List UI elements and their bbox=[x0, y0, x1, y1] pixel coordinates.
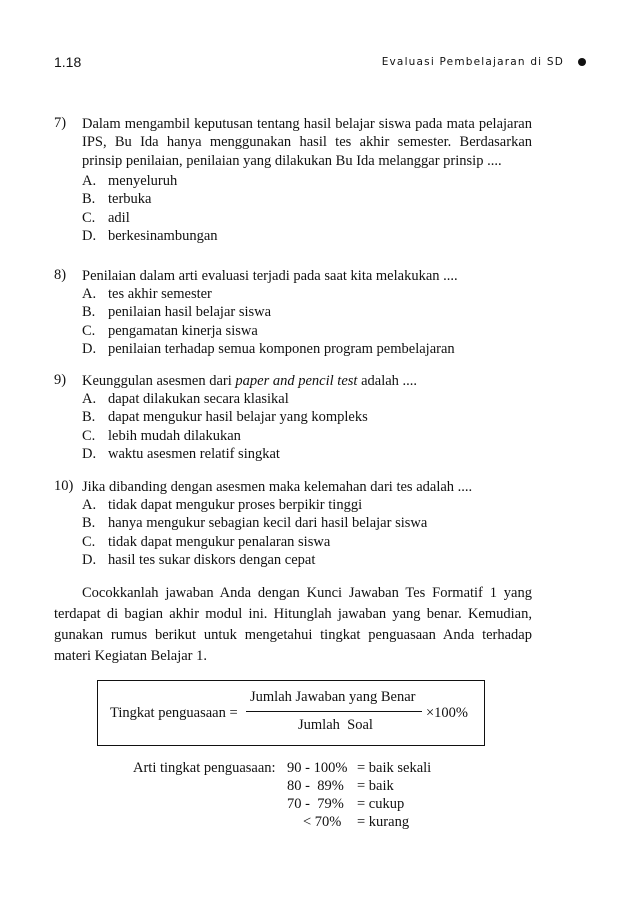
question-number: 8) bbox=[54, 267, 67, 283]
scale-meaning: = kurang bbox=[357, 814, 410, 830]
option-letter: B. bbox=[82, 304, 96, 321]
option-c bbox=[82, 427, 532, 445]
option-text: menyeluruh bbox=[108, 173, 178, 189]
scale-range: 70 - 79% bbox=[287, 796, 344, 812]
option-d bbox=[82, 551, 532, 569]
scale-range: 90 - 100% bbox=[287, 760, 348, 776]
option-d bbox=[82, 340, 532, 358]
formula-multiplier: ×100% bbox=[426, 705, 469, 721]
option-letter: D. bbox=[82, 340, 97, 357]
option-b bbox=[82, 514, 532, 532]
option-c bbox=[82, 533, 532, 551]
option-text: waktu asesmen relatif singkat bbox=[108, 445, 280, 462]
question-number: 10) bbox=[54, 478, 74, 494]
option-list bbox=[82, 390, 532, 463]
question-text-italic: paper and pencil test bbox=[235, 373, 358, 389]
question-number: 9) bbox=[54, 372, 67, 388]
scale-range: < 70% bbox=[303, 814, 342, 830]
option-text: tidak dapat mengukur penalaran siswa bbox=[108, 533, 331, 550]
option-letter: A. bbox=[82, 173, 97, 189]
formula-box bbox=[97, 680, 485, 746]
option-list bbox=[82, 285, 532, 358]
question-text-start: Keunggulan asesmen dari bbox=[82, 373, 236, 389]
question-text-end: adalah .... bbox=[357, 373, 418, 389]
option-b bbox=[82, 190, 532, 208]
option-letter: C. bbox=[82, 427, 96, 444]
scale-meaning: = baik sekali bbox=[357, 760, 432, 776]
option-a bbox=[82, 390, 532, 408]
option-letter: A. bbox=[82, 286, 97, 302]
option-text: hanya mengukur sebagian kecil dari hasil belajar siswa bbox=[108, 515, 428, 532]
instruction-paragraph: Cocokkanlah jawaban Anda dengan Kunci Jawaban Tes Formatif 1 yang terdapat di bagian akhir modul ini. Hitunglah jawaban yang benar. Kemudian, gunakan rumus berikut untuk mengetahui tingkat penguasaan Anda terhadap materi Kegiatan Belajar 1. bbox=[54, 585, 532, 664]
question-text: Jika dibanding dengan asesmen maka kelemahan dari tes adalah .... bbox=[82, 479, 473, 495]
option-letter: B. bbox=[82, 515, 96, 532]
question-number: 7) bbox=[54, 115, 67, 131]
option-text: pengamatan kinerja siswa bbox=[108, 322, 258, 339]
scale-range: 80 - 89% bbox=[287, 778, 344, 794]
option-d bbox=[82, 445, 532, 463]
option-text: berkesinambungan bbox=[108, 227, 218, 244]
question-text: Dalam mengambil keputusan tentang hasil belajar siswa pada mata pelajaran IPS, Bu Ida hanya menggunakan hasil tes akhir semester. Berdasarkan prinsip penilaian, penilaian yang dilakukan Bu Ida melanggar prinsip .... bbox=[82, 116, 532, 169]
option-text: dapat mengukur hasil belajar yang kompleks bbox=[108, 409, 368, 426]
option-letter: C. bbox=[82, 322, 96, 339]
fraction-bar bbox=[246, 711, 422, 712]
option-letter: D. bbox=[82, 445, 97, 462]
option-b bbox=[82, 303, 532, 321]
formula-label: Tingkat penguasaan = bbox=[110, 705, 238, 721]
running-title: Evaluasi Pembelajaran di SD bbox=[381, 56, 564, 68]
option-a bbox=[82, 285, 532, 303]
question-text bbox=[82, 372, 532, 390]
option-letter: A. bbox=[82, 497, 97, 513]
option-text: adil bbox=[108, 209, 130, 226]
option-text: penilaian hasil belajar siswa bbox=[108, 304, 272, 321]
scale-meaning: = baik bbox=[357, 778, 394, 794]
option-letter: D. bbox=[82, 551, 97, 568]
option-text: tes akhir semester bbox=[108, 286, 212, 302]
option-text: dapat dilakukan secara klasikal bbox=[108, 391, 289, 407]
option-letter: D. bbox=[82, 227, 97, 244]
option-list bbox=[82, 496, 532, 569]
option-letter: B. bbox=[82, 191, 96, 208]
page-header bbox=[54, 54, 586, 74]
option-c bbox=[82, 322, 532, 340]
option-letter: C. bbox=[82, 533, 96, 550]
scale-meaning: = cukup bbox=[357, 796, 405, 812]
formula-denominator: Jumlah Soal bbox=[298, 717, 373, 733]
scale-title: Arti tingkat penguasaan: bbox=[133, 760, 276, 776]
option-d bbox=[82, 227, 532, 245]
option-text: penilaian terhadap semua komponen program pembelajaran bbox=[108, 340, 455, 357]
option-letter: C. bbox=[82, 209, 96, 226]
option-a bbox=[82, 496, 532, 514]
page-number: 1.18 bbox=[54, 54, 82, 70]
option-a bbox=[82, 172, 532, 190]
option-letter: B. bbox=[82, 409, 96, 426]
question-text: Penilaian dalam arti evaluasi terjadi pada saat kita melakukan .... bbox=[82, 268, 458, 284]
option-text: lebih mudah dilakukan bbox=[108, 427, 241, 444]
option-text: terbuka bbox=[108, 191, 152, 208]
option-letter: A. bbox=[82, 391, 97, 407]
option-b bbox=[82, 408, 532, 426]
option-text: tidak dapat mengukur proses berpikir tinggi bbox=[108, 497, 363, 513]
formula-numerator: Jumlah Jawaban yang Benar bbox=[250, 689, 416, 705]
bullet-icon bbox=[578, 58, 586, 66]
option-text: hasil tes sukar diskors dengan cepat bbox=[108, 551, 316, 568]
option-c bbox=[82, 209, 532, 227]
option-list bbox=[82, 172, 532, 245]
